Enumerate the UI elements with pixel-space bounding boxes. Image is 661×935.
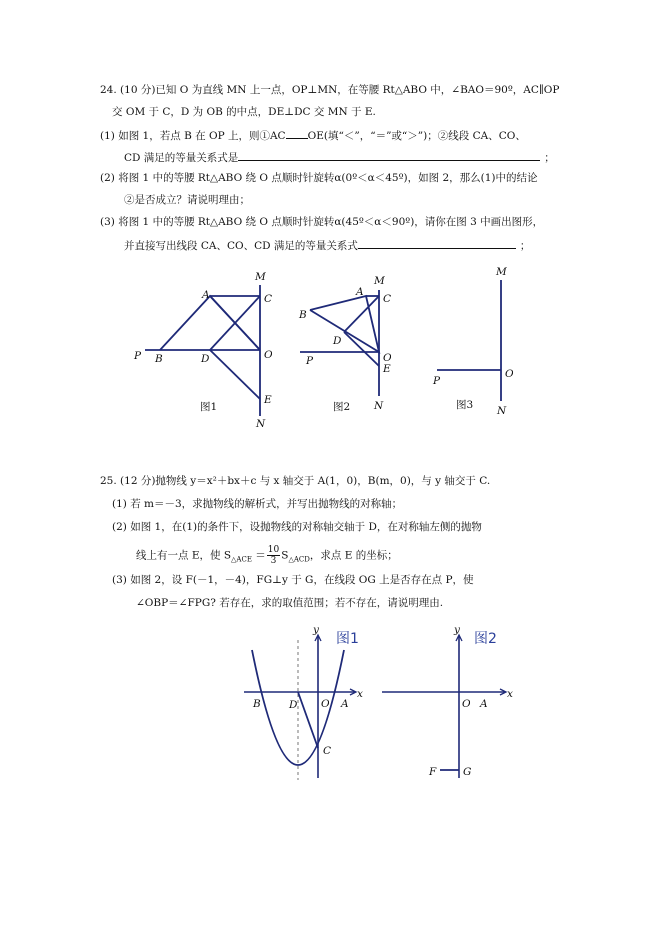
q25-fig1-label-y: y <box>313 624 319 636</box>
q25-sub-acd: △ACD <box>288 555 310 564</box>
fig3-label-m: M <box>496 266 507 278</box>
fig2-label-o: O <box>383 352 392 364</box>
fig1-caption: 图1 <box>200 401 218 413</box>
fig3-label-p: P <box>433 375 441 387</box>
fig3-label-n: N <box>497 405 507 417</box>
fig2-label-n: N <box>374 400 384 412</box>
q25-fig1-label-x: x <box>357 688 363 700</box>
fig1-label-a: A <box>202 289 210 301</box>
q25-line-1: 25. (12 分)抛物线 y＝x²＋bx＋c 与 x 轴交于 A(1，0)，B(m，0)，与 y 轴交于 C. <box>100 475 491 487</box>
q25-fig1-label-d: D <box>289 699 298 711</box>
q25-fig2-label-x: x <box>507 688 513 700</box>
q25-sub-ace: △ACE <box>231 555 252 564</box>
fig1-label-b: B <box>155 353 163 365</box>
q25-fig1-label-b: B <box>253 698 261 710</box>
fig2-label-b: B <box>299 309 307 321</box>
q25-line-5: (3) 如图 2，设 F(－1，－4)，FG⊥y 于 G，在线段 OG 上是否存在点 P，使 <box>112 574 474 586</box>
fig2-label-d: D <box>333 335 342 347</box>
q24-line-8b: ； <box>519 240 531 252</box>
fig2-label-a: A <box>356 286 364 298</box>
q25-eq: ＝ <box>251 549 266 562</box>
fig3-label-o: O <box>505 368 514 380</box>
q25-fig2-title: 图2 <box>474 631 497 647</box>
q25-fig2-label-o: O <box>462 698 471 710</box>
fig1-label-p: P <box>134 350 142 362</box>
q25-frac-num: 10 <box>267 545 280 555</box>
q25-s: S <box>281 549 289 562</box>
q25-fig1-label-c: C <box>323 745 332 757</box>
q24-line-8a: 并直接写出线段 CA、CO、CD 满足的等量关系式 <box>124 240 358 252</box>
q24-line-2: 交 OM 于 C，D 为 OB 的中点，DE⊥DC 交 MN 于 E. <box>112 106 376 118</box>
fig2-label-c: C <box>383 293 392 305</box>
fig1-label-d: D <box>201 353 210 365</box>
q24-line-4a: CD 满足的等量关系式是 <box>124 152 239 164</box>
q25-fig1-label-a: A <box>341 698 349 710</box>
fig2-label-e: E <box>383 363 391 375</box>
q25-line-4b: ，求点 E 的坐标； <box>309 549 398 562</box>
fig1-label-c: C <box>264 293 273 305</box>
fig2-label-m: M <box>374 275 385 287</box>
q24-line-5: (2) 将图 1 中的等腰 Rt△ABO 绕 O 点顺时针旋转α(0º＜α＜45º)，如图 2，那么(1)中的结论 <box>100 172 538 184</box>
fig1-label-o: O <box>264 349 273 361</box>
q24-line-6: ②是否成立？请说明理由； <box>124 194 250 206</box>
q24-line-3b: OE(填“＜”，“＝”或“＞”)；②线段 CA、CO、 <box>307 130 526 142</box>
fig1-label-n: N <box>256 418 266 430</box>
q25-fig1-label-o: O <box>321 698 330 710</box>
q25-line-6: ∠OBP＝∠FPG? 若存在，求的取值范围；若不存在，请说明理由. <box>136 597 444 609</box>
fig1-label-m: M <box>255 271 266 283</box>
q24-line-3a: (1) 如图 1，若点 B 在 OP 上，则①AC <box>100 130 286 142</box>
q25-fig2-label-a: A <box>480 698 488 710</box>
q25-line-2: (1) 若 m＝－3，求抛物线的解析式，并写出抛物线的对称轴； <box>112 498 403 510</box>
q25-line-4a: 线上有一点 E，使 S <box>136 549 232 562</box>
q25-fig1-title: 图1 <box>336 631 359 647</box>
q25-fig2-label-f: F <box>429 766 437 778</box>
q25-fig2-label-y: y <box>454 624 460 636</box>
q25-line-3: (2) 如图 1，在(1)的条件下，设抛物线的对称轴交轴于 D，在对称轴左侧的抛物 <box>112 521 482 533</box>
q24-line-7: (3) 将图 1 中的等腰 Rt△ABO 绕 O 点顺时针旋转α(45º＜α＜90º)，请你在图 3 中画出图形， <box>100 216 544 228</box>
q25-frac-den: 3 <box>270 556 277 566</box>
q24-line-1: 24. (10 分)已知 O 为直线 MN 上一点，OP⊥MN，在等腰 Rt△ABO 中，∠BAO＝90º，AC∥OP <box>100 84 560 96</box>
fig1-label-e: E <box>264 394 272 406</box>
q25-fig2-label-g: G <box>463 766 472 778</box>
q24-line-4b: ； <box>544 152 555 164</box>
fig2-label-p: P <box>306 355 314 367</box>
fig2-caption: 图2 <box>333 401 351 413</box>
fig3-caption: 图3 <box>456 399 474 411</box>
